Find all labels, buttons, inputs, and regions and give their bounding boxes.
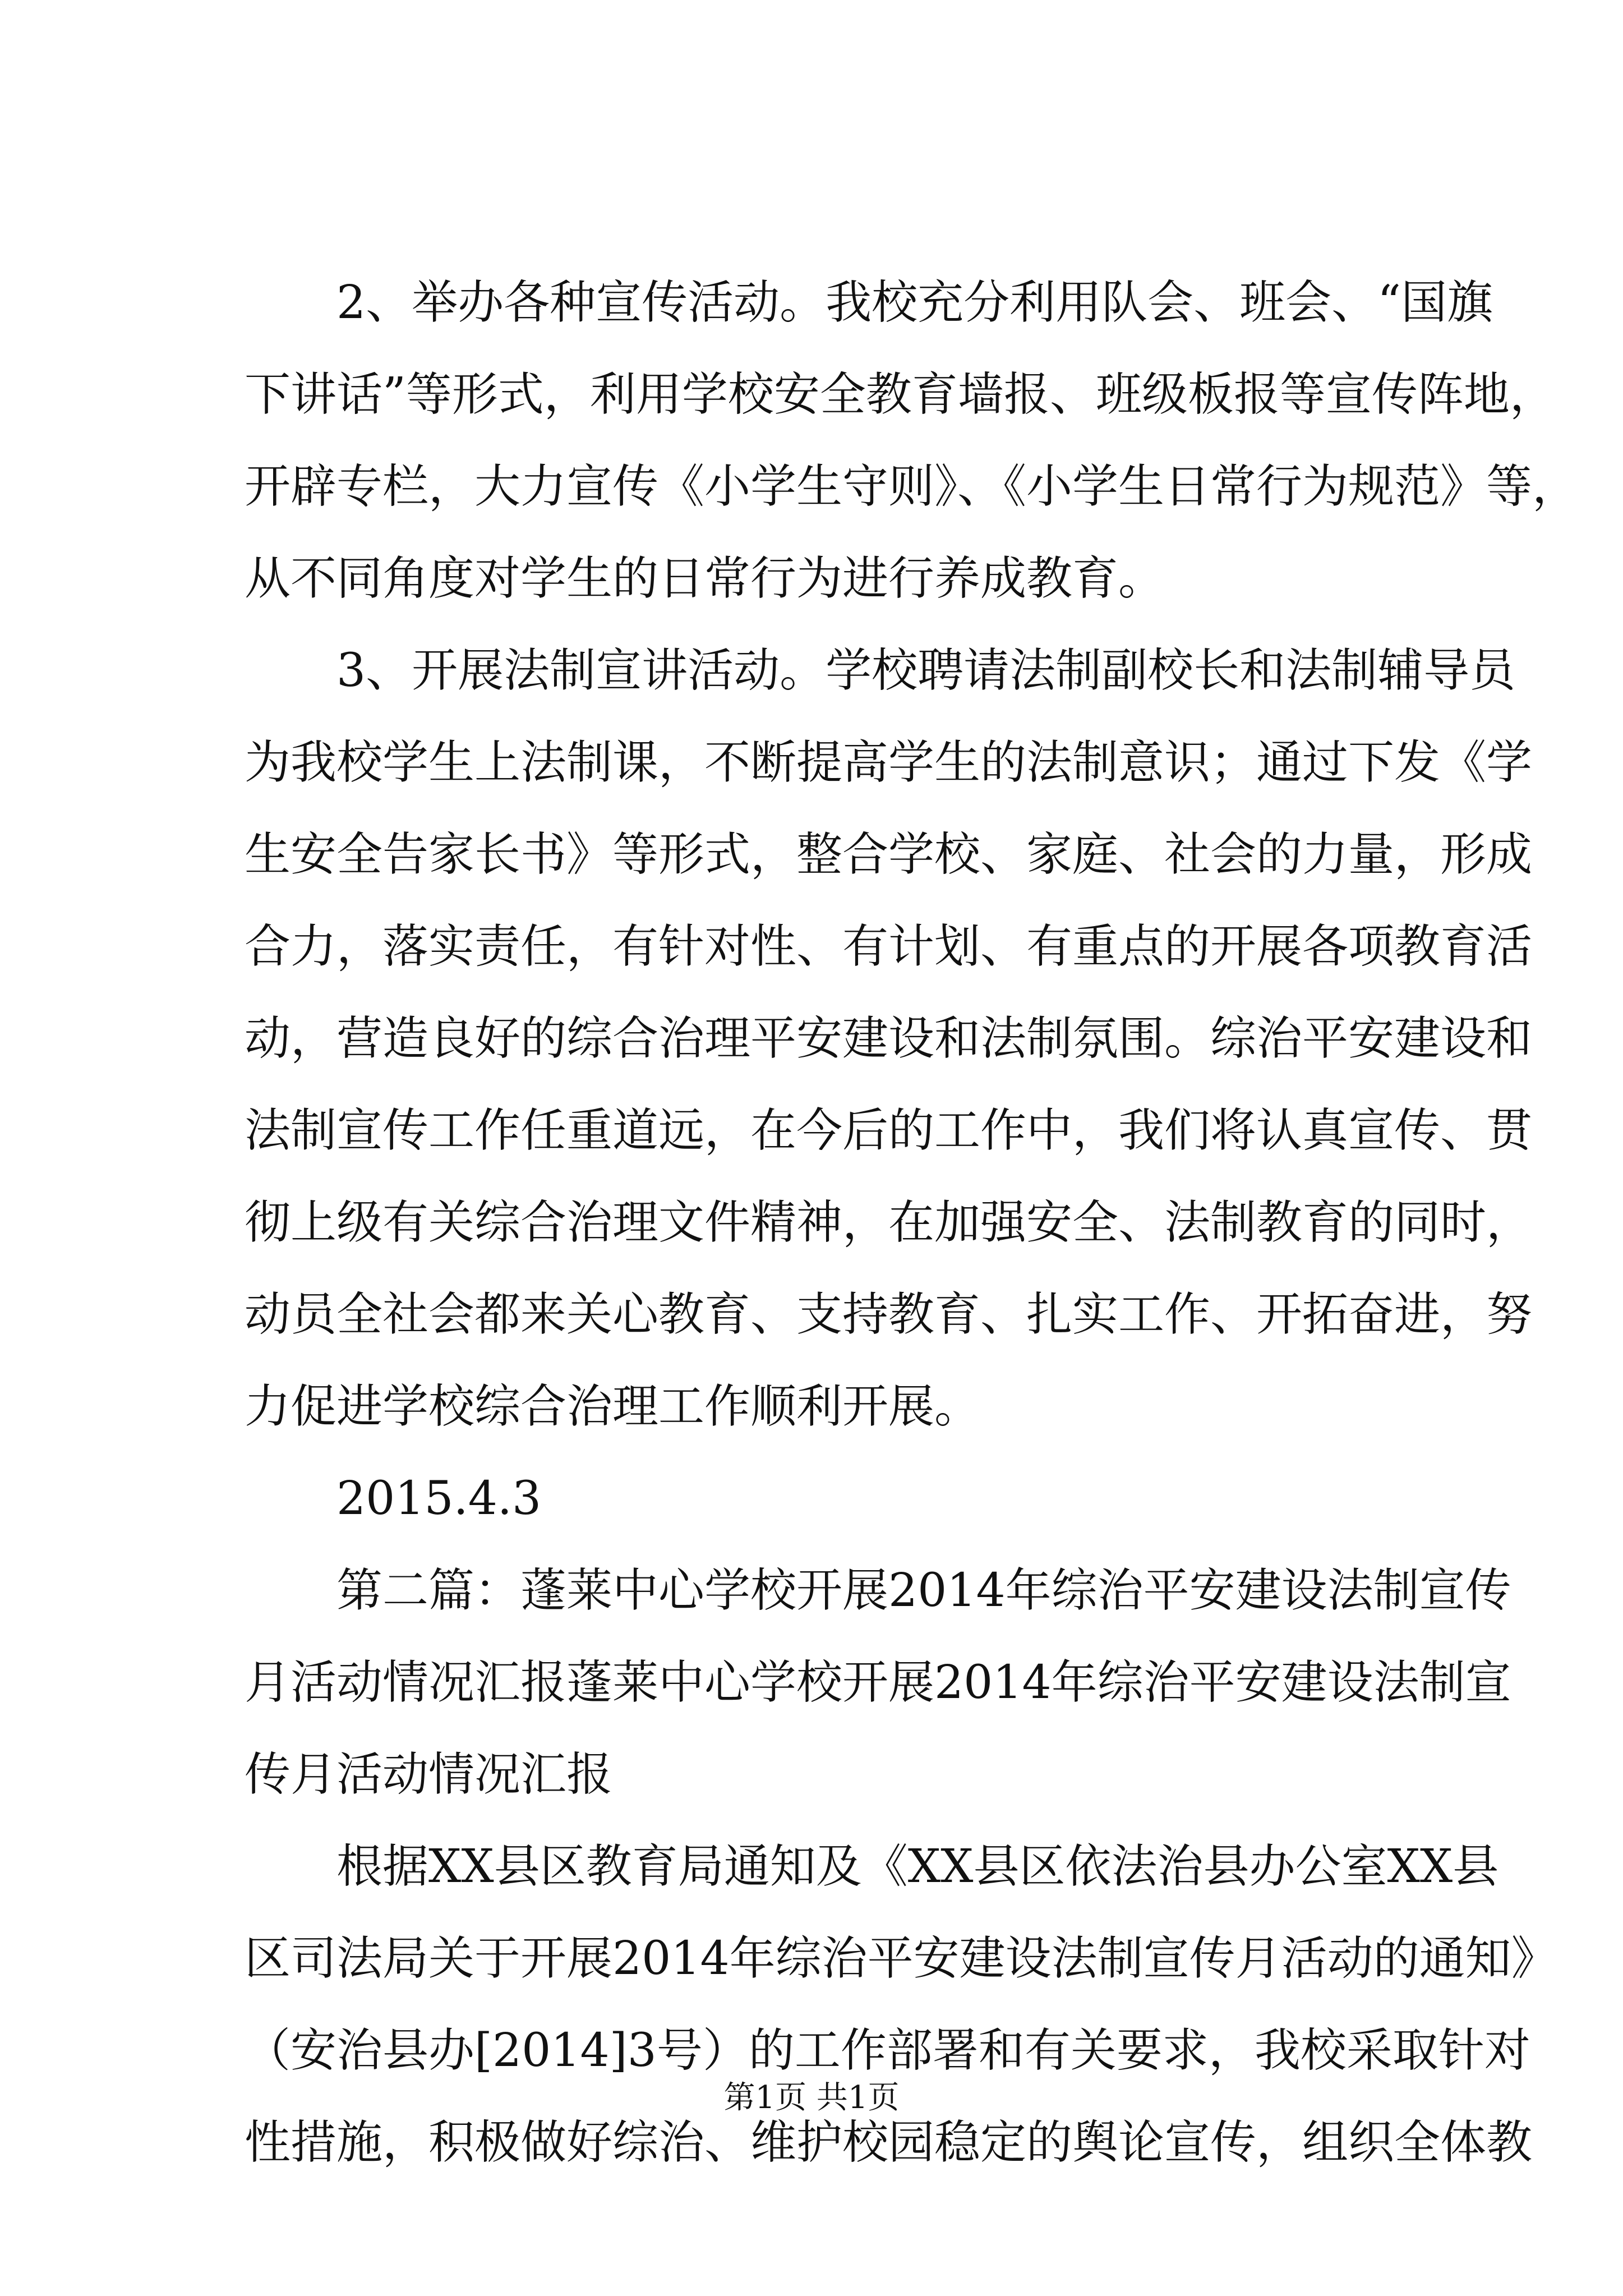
section-heading-line: 月活动情况汇报蓬莱中心学校开展2014年综治平安建设法制宣 [245, 1656, 1511, 1709]
paragraph-line: 下讲话”等形式，利用学校安全教育墙报、班级板报等宣传阵地， [245, 368, 1556, 421]
date-line: 2015.4.3 [336, 1472, 542, 1525]
document-body [245, 257, 1579, 2189]
paragraph-line: 合力，落实责任，有针对性、有计划、有重点的开展各项教育活 [245, 920, 1533, 973]
paragraph-line: 区司法局关于开展2014年综治平安建设法制宣传月活动的通知》 [245, 1932, 1557, 1985]
paragraph-line: 生安全告家长书》等形式，整合学校、家庭、社会的力量，形成 [245, 828, 1533, 881]
paragraph-line: 动员全社会都来关心教育、支持教育、扎实工作、开拓奋进，努 [245, 1288, 1533, 1341]
paragraph-line: 2、举办各种宣传活动。我校充分利用队会、班会、“国旗 [336, 276, 1493, 329]
paragraph-line: 根据XX县区教育局通知及《XX县区依法治县办公室XX县 [336, 1840, 1499, 1893]
paragraph-line: 动，营造良好的综合治理平安建设和法制氛围。综治平安建设和 [245, 1012, 1533, 1065]
paragraph-line: 为我校学生上法制课，不断提高学生的法制意识；通过下发《学 [245, 736, 1533, 789]
paragraph-line: 彻上级有关综合治理文件精神，在加强安全、法制教育的同时， [245, 1196, 1533, 1249]
paragraph-line: （安治县办[2014]3号）的工作部署和有关要求，我校采取针对 [245, 2024, 1530, 2077]
section-heading-line: 第二篇：蓬莱中心学校开展2014年综治平安建设法制宣传 [336, 1564, 1511, 1617]
paragraph-line: 从不同角度对学生的日常行为进行养成教育。 [245, 552, 1165, 605]
paragraph-line: 法制宣传工作任重道远，在今后的工作中，我们将认真宣传、贯 [245, 1104, 1533, 1157]
section-heading-line: 传月活动情况汇报 [245, 1748, 613, 1801]
paragraph-line: 开辟专栏，大力宣传《小学生守则》、《小学生日常行为规范》等， [245, 460, 1579, 513]
paragraph-line: 力促进学校综合治理工作顺利开展。 [245, 1380, 981, 1433]
page-footer: 第1页 共1页 [723, 2079, 900, 2116]
paragraph-line: 3、开展法制宣讲活动。学校聘请法制副校长和法制辅导员 [336, 644, 1516, 697]
paragraph-line: 性措施，积极做好综治、维护校园稳定的舆论宣传，组织全体教 [245, 2116, 1533, 2169]
